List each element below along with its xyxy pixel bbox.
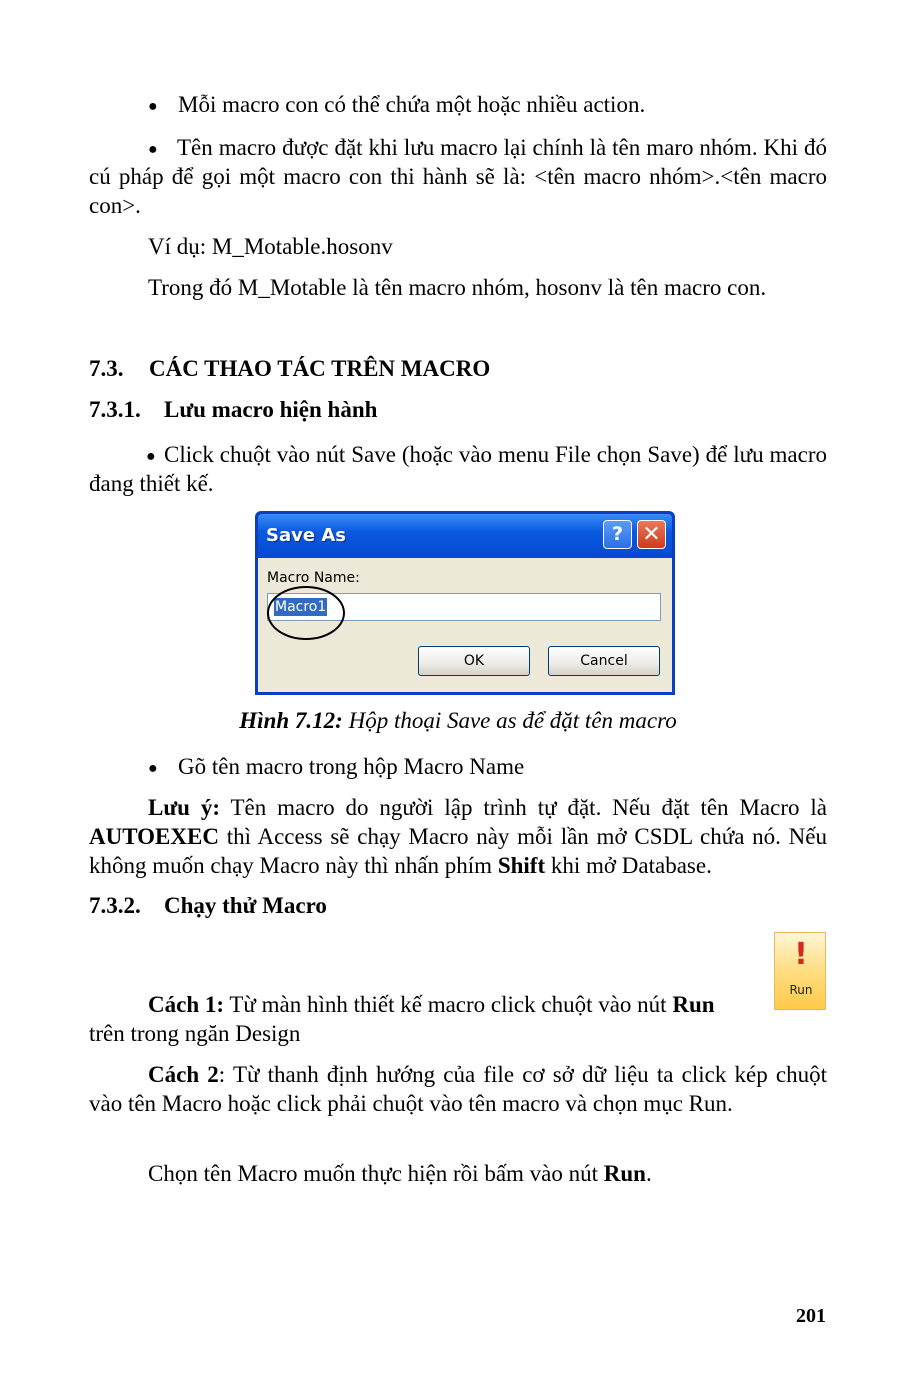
cancel-button[interactable]: Cancel [548,646,660,676]
bullet-icon: ● [148,98,158,115]
figure-caption: Hình 7.12: Hộp thoại Save as để đặt tên macro [239,708,677,733]
run-icon-label: Run [789,983,813,997]
save-as-dialog [255,511,675,695]
macro-name-label: Macro Name: [267,570,360,586]
final-paragraph: Chọn tên Macro muốn thực hiện rồi bấm vào nút Run. [148,1161,652,1186]
highlight-circle [267,586,345,640]
paragraph-type-name: Gõ tên macro trong hộp Macro Name [178,754,525,779]
subsection-heading-save: 7.3.1. Lưu macro hiện hành [89,397,378,422]
example-line: Ví dụ: M_Motable.hosonv [148,234,393,259]
bullet-icon: ● [146,448,156,465]
way1-line2: trên trong ngăn Design [89,1021,301,1046]
page-number: 201 [796,1305,826,1327]
example-description: Trong đó M_Motable là tên macro nhóm, hosonv là tên macro con. [148,275,767,300]
bullet-icon: ● [148,760,158,777]
help-button[interactable]: ? [603,520,632,549]
paragraph-macro-actions: Mỗi macro con có thể chứa một hoặc nhiều action. [178,92,646,117]
section-heading: 7.3. CÁC THAO TÁC TRÊN MACRO [89,356,491,381]
way1-paragraph: Cách 1: Từ màn hình thiết kế macro click chuột vào nút Run [148,992,715,1017]
note-paragraph: Lưu ý: Tên macro do người lập trình tự đặt. Nếu đặt tên Macro là AUTOEXEC thì Access sẽ chạy Macro này mỗi lần mở CSDL chứa nó. Nếu không muốn chạy Macro này thì nhấn phím Shift khi mở Database. [89,795,827,878]
ok-button[interactable]: OK [418,646,530,676]
dialog-title: Save As [266,525,346,546]
dialog-body [258,558,672,692]
paragraph-macro-group-name: Tên macro được đặt khi lưu macro lại chính là tên maro nhóm. Khi đó cú pháp để gọi một macro con thi hành sẽ là: <tên macro nhóm>.<tên macro con>. [89,135,827,218]
macro-name-value: Macro1 [275,599,327,615]
dialog-titlebar [258,514,672,558]
close-button[interactable]: ✕ [637,520,666,549]
bullet-icon: ● [148,141,158,158]
exclamation-icon: ! [794,937,808,972]
way2-paragraph: Cách 2: Từ thanh định hướng của file cơ sở dữ liệu ta click kép chuột vào tên Macro hoặc click phải chuột vào tên macro và chọn mục Run. [89,1062,827,1116]
paragraph-save-instruction: Click chuột vào nút Save (hoặc vào menu File chọn Save) để lưu macro đang thiết kế. [89,442,827,496]
subsection-heading-run: 7.3.2. Chạy thử Macro [89,893,327,918]
